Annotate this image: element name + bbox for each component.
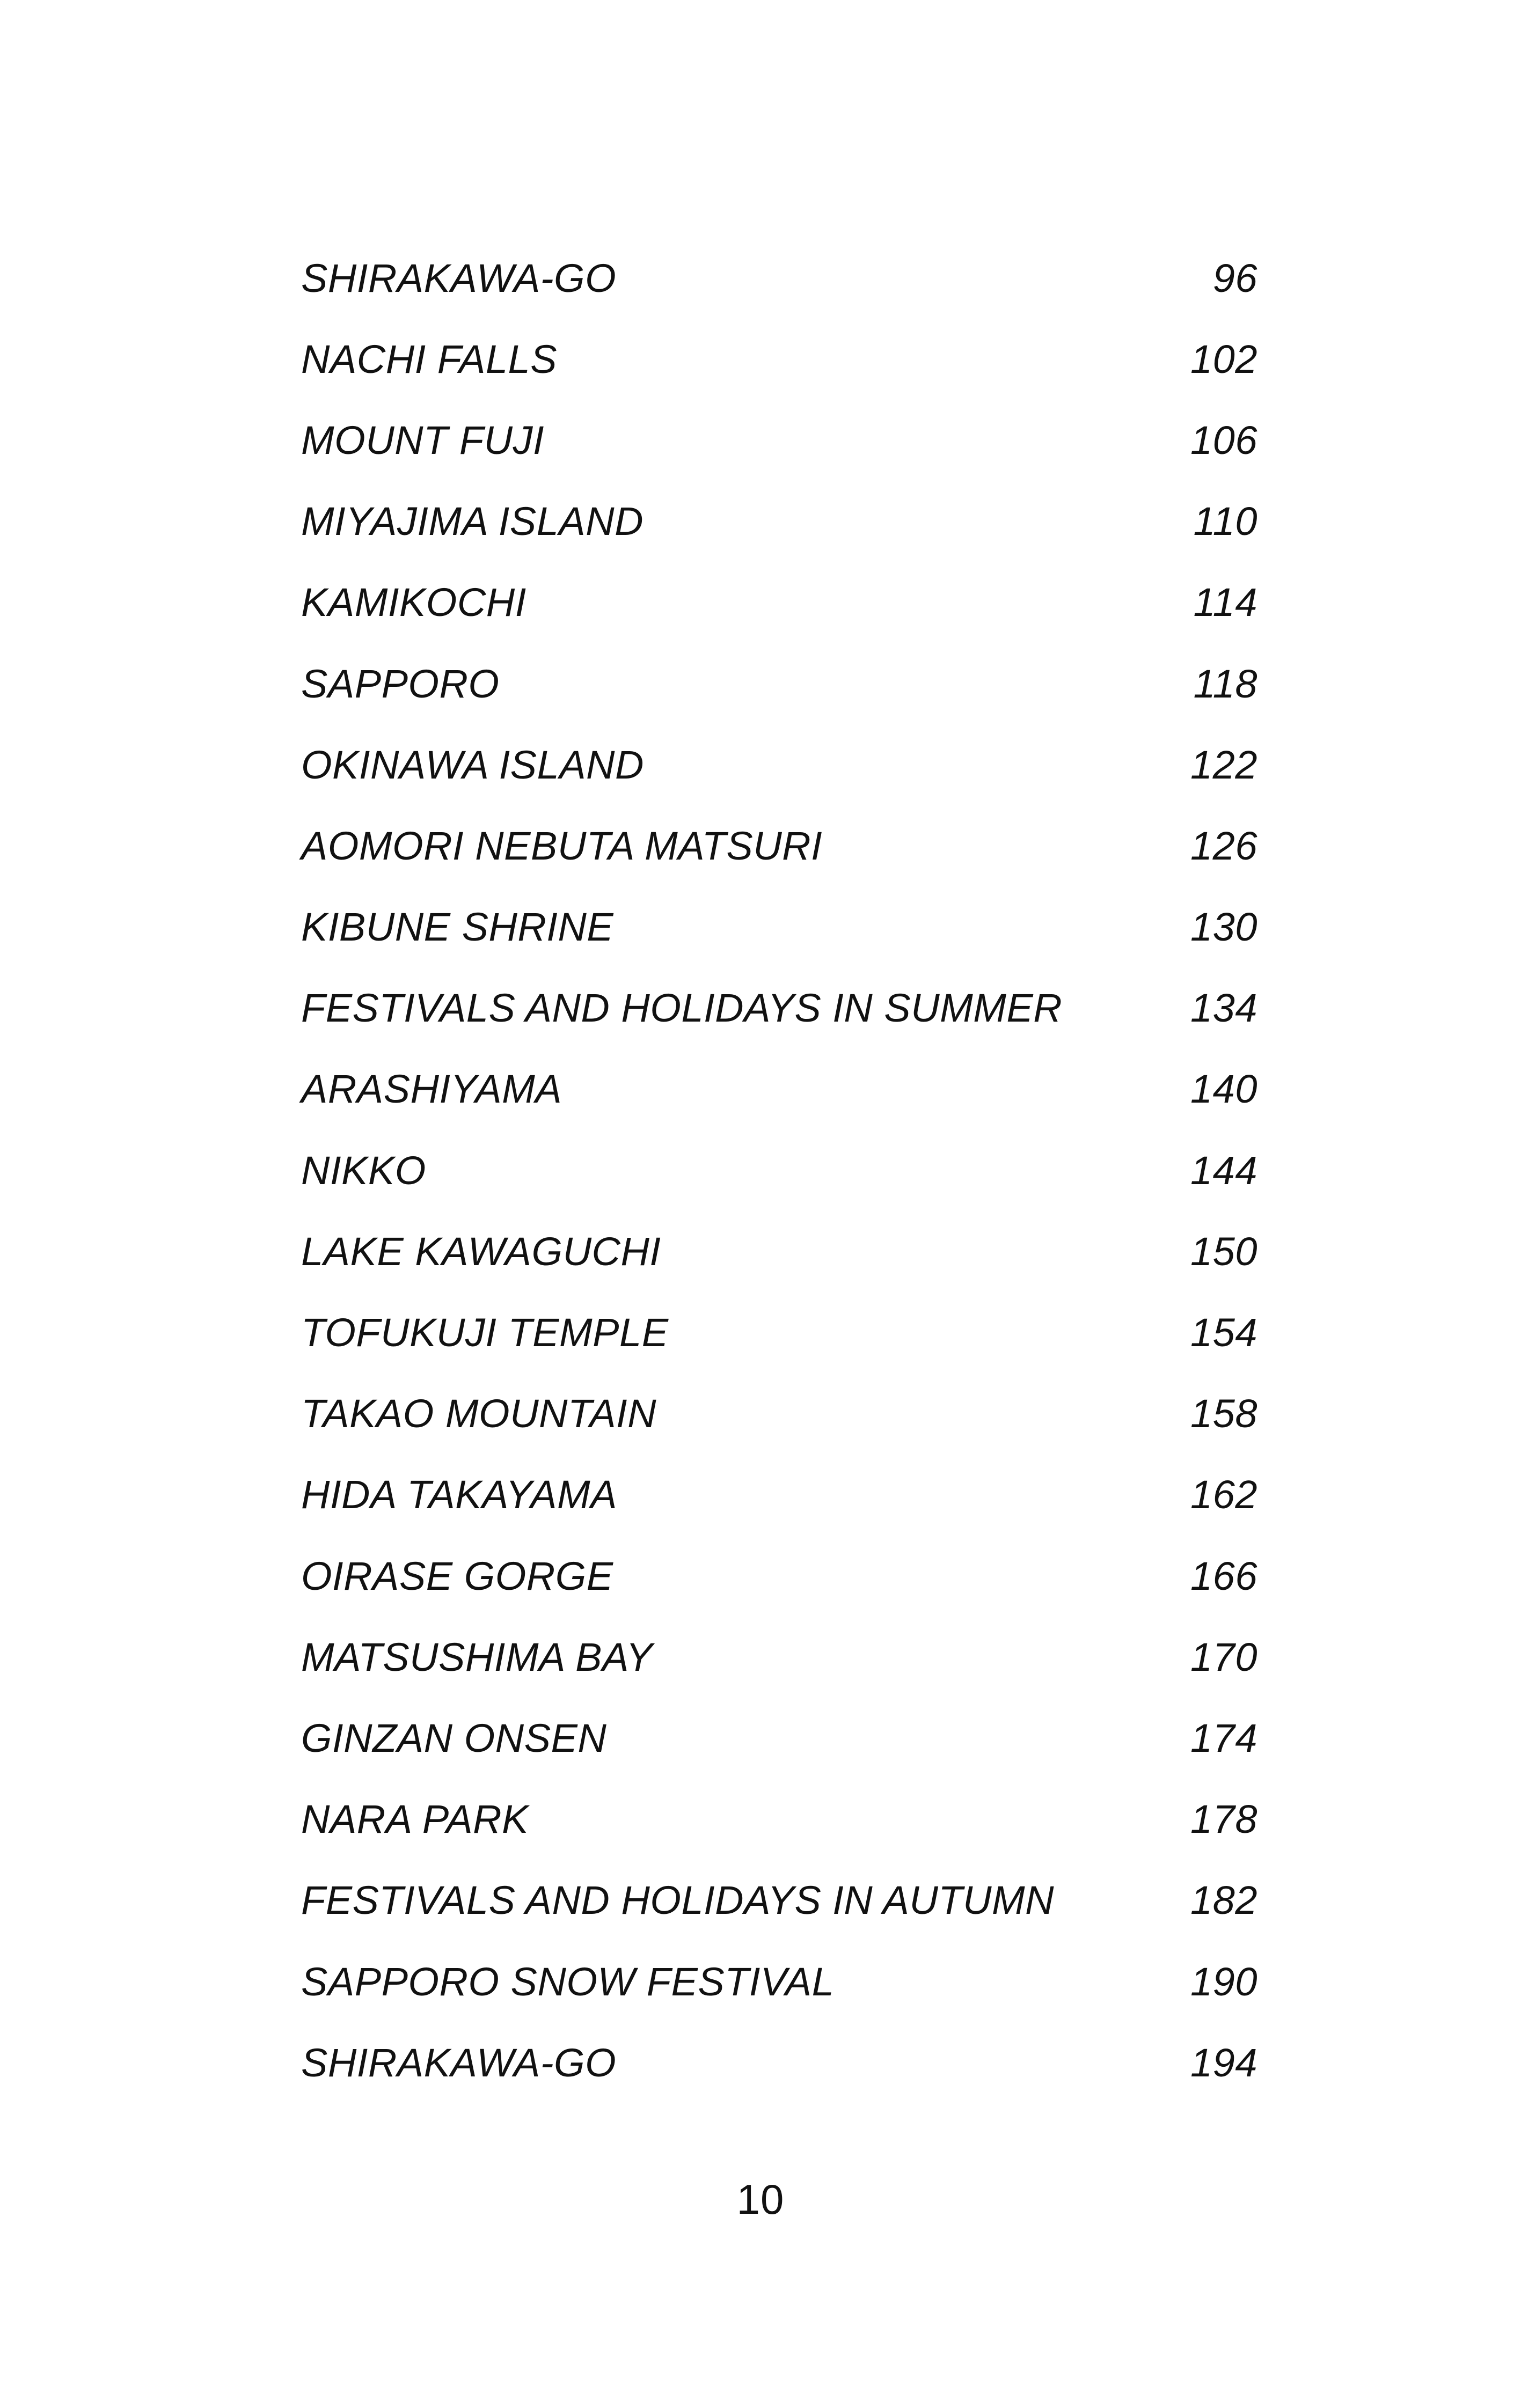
toc-entry-title: FESTIVALS AND HOLIDAYS IN SUMMER — [301, 986, 1063, 1031]
toc-entry-title: NARA PARK — [301, 1797, 529, 1842]
toc-entry-page: 110 — [1193, 499, 1257, 544]
toc-entry-page: 162 — [1190, 1472, 1257, 1517]
toc-entry-page: 166 — [1190, 1553, 1257, 1598]
toc-entry-title: SAPPORO SNOW FESTIVAL — [301, 1959, 835, 2004]
page-number: 10 — [736, 2176, 785, 2223]
toc-entry-page: 106 — [1190, 417, 1257, 462]
toc-entry-title: SHIRAKAWA-GO — [301, 2040, 617, 2085]
toc-entry — [301, 2022, 1257, 2103]
toc-entry-title: LAKE KAWAGUCHI — [301, 1229, 661, 1274]
toc-entry-page: 114 — [1193, 580, 1257, 625]
toc-entry — [301, 1536, 1257, 1617]
toc-entry-page: 144 — [1190, 1148, 1257, 1193]
toc-entry — [301, 1941, 1257, 2022]
toc-entry-title: SAPPORO — [301, 661, 500, 706]
toc-entry — [301, 724, 1257, 805]
toc-entry-page: 96 — [1212, 255, 1257, 300]
toc-entry-title: HIDA TAKAYAMA — [301, 1472, 618, 1517]
toc-entry-page: 150 — [1190, 1229, 1257, 1274]
toc-entry-title: ARASHIYAMA — [301, 1067, 562, 1112]
toc-entry-page: 118 — [1193, 661, 1257, 706]
toc-entry-title: TAKAO MOUNTAIN — [301, 1391, 657, 1436]
toc-entry — [301, 1374, 1257, 1455]
toc-entry — [301, 1455, 1257, 1536]
toc-entry — [301, 1211, 1257, 1292]
toc-entry-title: TOFUKUJI TEMPLE — [301, 1310, 669, 1355]
toc-entry — [301, 1292, 1257, 1373]
toc-entry — [301, 1049, 1257, 1130]
toc-entry — [301, 1698, 1257, 1779]
toc-entry-page: 122 — [1190, 742, 1257, 787]
toc-entry — [301, 400, 1257, 481]
toc-entry — [301, 319, 1257, 400]
toc-entry-title: KIBUNE SHRINE — [301, 905, 614, 950]
toc-entry-title: MATSUSHIMA BAY — [301, 1634, 653, 1679]
toc-entry-title: MOUNT FUJI — [301, 417, 545, 462]
toc-entry-title: MIYAJIMA ISLAND — [301, 499, 644, 544]
toc-entry-page: 182 — [1190, 1878, 1257, 1923]
toc-entry — [301, 805, 1257, 886]
toc-entry-title: SHIRAKAWA-GO — [301, 255, 617, 300]
toc-entry-title: AOMORI NEBUTA MATSURI — [301, 823, 823, 868]
toc-entry-page: 140 — [1190, 1067, 1257, 1112]
toc-entry-title: OKINAWA ISLAND — [301, 742, 644, 787]
toc-entry-page: 154 — [1190, 1310, 1257, 1355]
toc-entry-title: GINZAN ONSEN — [301, 1715, 607, 1760]
toc-entry-page: 178 — [1190, 1797, 1257, 1842]
toc-entry — [301, 968, 1257, 1049]
toc-entry — [301, 887, 1257, 968]
toc-entry — [301, 1779, 1257, 1860]
toc-entry-title: NACHI FALLS — [301, 336, 558, 381]
toc-entry-title: NIKKO — [301, 1148, 426, 1193]
toc-entry-page: 102 — [1190, 336, 1257, 381]
toc-entry-title: OIRASE GORGE — [301, 1553, 613, 1598]
toc-entry-page: 158 — [1190, 1391, 1257, 1436]
toc-entry — [301, 1130, 1257, 1211]
toc-entry — [301, 238, 1257, 319]
toc-entry — [301, 1860, 1257, 1941]
toc-entry — [301, 481, 1257, 562]
table-of-contents — [301, 238, 1257, 2103]
toc-entry — [301, 562, 1257, 643]
toc-entry-page: 130 — [1190, 905, 1257, 950]
toc-entry-page: 190 — [1190, 1959, 1257, 2004]
toc-entry-page: 194 — [1190, 2040, 1257, 2085]
toc-entry-page: 174 — [1190, 1715, 1257, 1760]
toc-entry-title: FESTIVALS AND HOLIDAYS IN AUTUMN — [301, 1878, 1055, 1923]
toc-entry-page: 126 — [1190, 823, 1257, 868]
toc-entry — [301, 1617, 1257, 1698]
toc-entry-page: 134 — [1190, 986, 1257, 1031]
toc-entry-title: KAMIKOCHI — [301, 580, 526, 625]
toc-entry-page: 170 — [1190, 1634, 1257, 1679]
toc-entry — [301, 643, 1257, 724]
